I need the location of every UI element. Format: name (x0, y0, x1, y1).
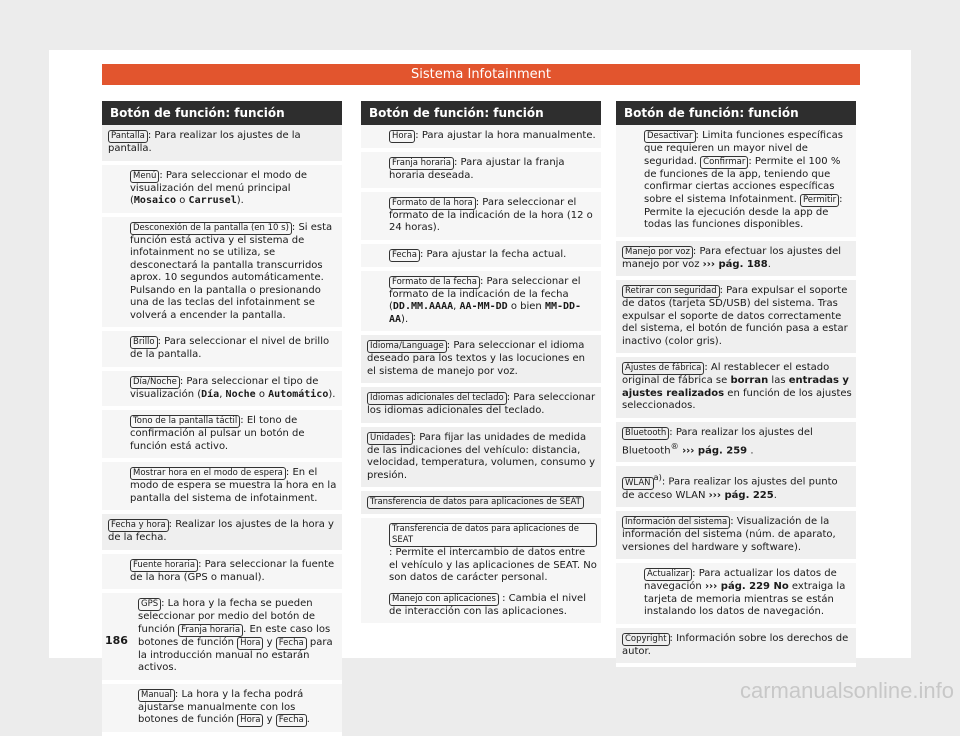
key-desactivar: Desactivar (644, 130, 696, 143)
column-header: Botón de función: función (361, 101, 601, 125)
entry-formato-fecha: Formato de la fecha : Para seleccionar el formato de la indicación de la fecha (DD.MM.AAAA, AA-MM-DD o bien MM-DD-AA). (361, 271, 601, 336)
entry-unidades: Unidades : Para fijar las unidades de medida de las indicaciones del vehículo: distancia, velocidad, temperatura, volumen, consumo y presión. (361, 427, 601, 492)
key-manejo-voz: Manejo por voz (622, 246, 693, 259)
entry-actualizar: Actualizar : Para actualizar los datos de navegación ››› pág. 229 No extraiga la tarjeta de memoria mientras se están instalando los datos de navegación. (616, 563, 856, 628)
entry-idiomas-teclado: Idiomas adicionales del teclado : Para seleccionar los idiomas adicionales del teclado. (361, 387, 601, 427)
key-formato-hora: Formato de la hora (389, 197, 476, 210)
page-reference[interactable]: ››› pág. 225 (709, 490, 774, 501)
entry-hora: Hora : Para ajustar la hora manualmente. (361, 125, 601, 152)
key-mostrar-hora: Mostrar hora en el modo de espera (130, 467, 286, 480)
entry-info-sistema: Información del sistema : Visualización de la información del sistema (núm. de aparato, versiones del hardware y software). (616, 511, 856, 563)
entry-fuente-horaria: Fuente horaria : Para seleccionar la fuente de la hora (GPS o manual). (102, 554, 342, 594)
section-banner: Sistema Infotainment (102, 64, 860, 85)
key-formato-fecha: Formato de la fecha (389, 276, 480, 289)
entry-idioma: Idioma/Language : Para seleccionar el idioma deseado para los textos y las locuciones en el sistema de manejo por voz. (361, 335, 601, 387)
entry-menu: Menú : Para seleccionar el modo de visualización del menú principal (Mosaico o Carrusel). (102, 165, 342, 217)
key-franja-horaria: Franja horaria (389, 157, 454, 170)
key-manual: Manual (138, 689, 175, 702)
page-reference[interactable]: ››› pág. 188 (703, 259, 768, 270)
key-hora: Hora (389, 130, 415, 143)
entry-tono: Tono de la pantalla táctil : El tono de confirmación al pulsar un botón de función está activo. (102, 410, 342, 462)
page-reference[interactable]: ››› pág. 229 (705, 581, 770, 592)
page-number: 186 (105, 634, 128, 647)
entry-app-modos: Desactivar : Limita funciones específicas que requieren un mayor nivel de seguridad. Confirmar : Permite el 100 % de funciones de la app, teniendo que confirmar ciertas acciones específicas sobre el sistema Infotainment. Permitir : Permite la ejecución desde la app de todas las funciones disponibles. (616, 125, 856, 241)
key-bluetooth: Bluetooth (622, 427, 669, 440)
key-permitir: Permitir (800, 194, 839, 207)
entry-ajustes-fabrica: Ajustes de fábrica : Al restablecer el estado original de fábrica se borran las entradas y ajustes realizados en función de los ajustes seleccionados. (616, 357, 856, 422)
key-confirmar: Confirmar (700, 156, 748, 169)
key-transferencia: Transferencia de datos para aplicaciones de SEAT (367, 496, 584, 509)
column-header: Botón de función: función (616, 101, 856, 125)
entry-formato-hora: Formato de la hora : Para seleccionar el formato de la indicación de la hora (12 o 24 horas). (361, 192, 601, 244)
entry-transferencia (361, 491, 601, 518)
key-info-sistema: Información del sistema (622, 516, 730, 529)
key-copyright: Copyright (622, 633, 670, 646)
column-2 (361, 101, 601, 623)
entry-fecha-hora: Fecha y hora : Realizar los ajustes de la hora y de la fecha. (102, 514, 342, 554)
key-ajustes-fabrica: Ajustes de fábrica (622, 362, 704, 375)
key-idiomas-teclado: Idiomas adicionales del teclado (367, 392, 507, 405)
key-manejo-aplicaciones: Manejo con aplicaciones (389, 593, 499, 606)
entry-bluetooth: Bluetooth : Para realizar los ajustes del Bluetooth® ››› pág. 259 . (616, 422, 856, 467)
key-menu: Menú (130, 170, 159, 183)
key-idioma: Idioma/Language (367, 340, 447, 353)
key-fuente-horaria: Fuente horaria (130, 559, 198, 572)
entry-wlan: WLAN$^{a)}$: Para realizar los ajustes del punto de acceso WLAN ››› pág. 225. (616, 466, 856, 511)
entry-transferencia-detalle: Transferencia de datos para aplicaciones de SEAT: Permite el intercambio de datos entre el vehículo y las aplicaciones de SEAT. No son datos de carácter personal. Manejo con aplicaciones : Cambia el nivel de interacción con las aplicaciones. (361, 518, 601, 623)
column-1 (102, 101, 342, 736)
entry-gps: GPS : La hora y la fecha se pueden seleccionar por medio del botón de función Franja horaria . En este caso los botones de función Hora y Fecha para la introducción manual no estarán activos. (102, 593, 342, 684)
entry-franja-horaria: Franja horaria : Para ajustar la franja horaria deseada. (361, 152, 601, 192)
page-reference[interactable]: ››› pág. 259 (682, 445, 747, 456)
key-wlan: WLAN (622, 477, 654, 490)
key-actualizar: Actualizar (644, 568, 692, 581)
column-3 (616, 101, 856, 667)
entry-copyright: Copyright : Información sobre los derechos de autor. (616, 628, 856, 668)
entry-retirar: Retirar con seguridad : Para expulsar el soporte de datos (tarjeta SD/USB) del sistema. Tras expulsar el soporte de datos correctamente del sistema, el botón de función pasa a estar inactivo (color gris). (616, 280, 856, 357)
key-retirar: Retirar con seguridad (622, 285, 720, 298)
watermark: carmanualsonline.info (740, 678, 954, 704)
key-desconexion: Desconexión de la pantalla (en 10 s) (130, 222, 292, 235)
entry-manejo-voz: Manejo por voz : Para efectuar los ajustes del manejo por voz ››› pág. 188. (616, 241, 856, 281)
key-tono: Tono de la pantalla táctil (130, 415, 240, 428)
entry-desconexion: Desconexión de la pantalla (en 10 s) : Si esta función está activa y el sistema de infotainment no se utiliza, se desconectará la pantalla transcurridos aprox. 10 segundos automáticamente. Pulsando en la pantalla o presionando una de las teclas del infotainment se volverá a encender la pantalla. (102, 217, 342, 332)
entry-dia-noche: Día/Noche : Para seleccionar el tipo de visualización (Día, Noche o Automático). (102, 371, 342, 411)
entry-brillo: Brillo : Para seleccionar el nivel de brillo de la pantalla. (102, 331, 342, 371)
entry-manual: Manual : La hora y la fecha podrá ajustarse manualmente con los botones de función Hora y Fecha . (102, 684, 342, 736)
key-pantalla: Pantalla (108, 130, 148, 143)
entry-mostrar-hora: Mostrar hora en el modo de espera : En el modo de espera se muestra la hora en la pantalla del sistema de infotainment. (102, 462, 342, 514)
key-transferencia-detalle: Transferencia de datos para aplicaciones de SEAT (389, 523, 597, 547)
key-fecha: Fecha (389, 249, 420, 262)
key-fecha-hora: Fecha y hora (108, 519, 169, 532)
key-unidades: Unidades (367, 432, 413, 445)
key-gps: GPS (138, 598, 161, 611)
entry-fecha: Fecha : Para ajustar la fecha actual. (361, 244, 601, 271)
key-brillo: Brillo (130, 336, 158, 349)
column-header: Botón de función: función (102, 101, 342, 125)
key-dia-noche: Día/Noche (130, 376, 180, 389)
entry-pantalla: Pantalla : Para realizar los ajustes de la pantalla. (102, 125, 342, 165)
